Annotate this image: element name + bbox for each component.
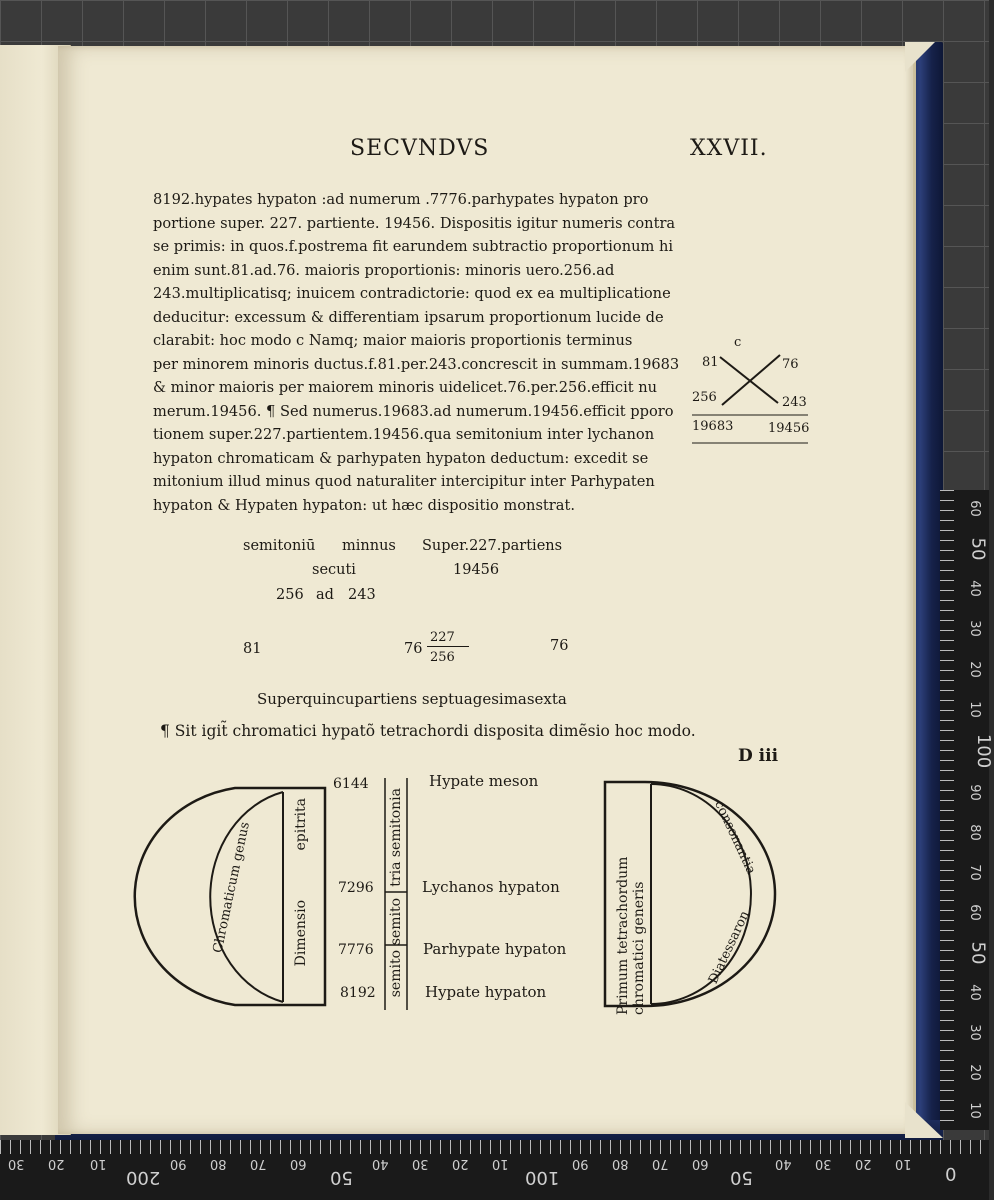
ruler-label: 20 [966, 661, 982, 678]
ruler-label: 60 [290, 1156, 307, 1171]
ruler-label: 60 [966, 904, 982, 921]
body-line: mitonium illud minus quod naturaliter intercipitur inter Parhypaten [153, 473, 655, 490]
body-line: enim sunt.81.ad.76. maioris proportionis: minoris uero.256.ad [153, 261, 615, 279]
ruler-label: 50 [330, 1167, 353, 1188]
horizontal-ruler [0, 1140, 989, 1200]
body-line: se primis: in quos.f.postrema fit earundem subtractio proportionum hi [153, 238, 674, 255]
schema-minnus: minnus [342, 538, 396, 554]
signature-mark: D iii [738, 746, 779, 766]
ruler-label: 40 [966, 580, 982, 597]
schema-fraction-denominator: 256 [430, 650, 455, 665]
schema-fraction-bar [427, 646, 469, 647]
label-semitonium-2: semito [388, 950, 404, 998]
xfig-top-left: 81 [702, 355, 719, 370]
ruler-label: 40 [966, 984, 982, 1001]
ruler-label: 60 [966, 500, 982, 517]
schema-81: 81 [243, 641, 262, 657]
xfig-product-left: 19683 [692, 419, 734, 434]
ruler-label: 60 [692, 1156, 709, 1171]
diagram-number-8192: 8192 [340, 985, 376, 1001]
label-diatessaron: Diatessaron [705, 908, 753, 987]
schema-76-right: 76 [550, 638, 569, 654]
tone-name-lychanos-hypaton: Lychanos hypaton [422, 878, 560, 896]
ruler-label: 70 [966, 864, 982, 881]
ruler-label: 80 [210, 1156, 227, 1171]
label-tria-semitonia: tria semitonia [388, 788, 404, 887]
schema-19456: 19456 [453, 562, 500, 578]
xfig-letter-c: c [734, 335, 742, 350]
tone-name-hypate-meson: Hypate meson [429, 772, 539, 790]
ruler-label: 30 [412, 1156, 429, 1171]
ruler-label: 90 [966, 784, 982, 801]
schema-243: 243 [348, 587, 376, 603]
ruler-label: 50 [967, 941, 989, 965]
ruler-label: 200 [126, 1167, 161, 1188]
body-paragraph [153, 188, 683, 517]
label-dimensio: Dimensio [293, 900, 309, 967]
folio-number: XXVII. [690, 136, 768, 161]
ruler-label: 20 [966, 1064, 982, 1081]
ruler-label: 0 [945, 1163, 957, 1184]
body-line: hypaton & Hypaten hypaton: ut hæc dispositio monstrat. [153, 496, 575, 514]
ruler-label: 100 [525, 1167, 560, 1188]
ruler-label: 30 [815, 1156, 832, 1171]
ruler-label: 70 [250, 1156, 267, 1171]
ruler-label: 80 [966, 824, 982, 841]
body-line: per minorem minoris ductus.f.81.per.243.concrescit in summam.19683 [153, 355, 680, 373]
ruler-label: 10 [90, 1156, 107, 1171]
xfig-top-right: 76 [782, 357, 799, 372]
xfig-bottom-right: 243 [782, 395, 807, 410]
diagram-number-7296: 7296 [338, 880, 374, 896]
ruler-label: 40 [372, 1156, 389, 1171]
vertical-ruler [940, 490, 994, 1130]
ruler-label: 70 [652, 1156, 669, 1171]
label-consonantia: consonantia [711, 798, 759, 877]
xfig-product-right: 19456 [768, 421, 810, 436]
label-epitrita: epitrita [293, 798, 309, 851]
body-line: tionem super.227.partientem.19456.qua semitonium inter lychanon [153, 426, 655, 443]
ruler-label: 30 [966, 1024, 982, 1041]
label-chromaticum-genus: Chromaticum genus [210, 820, 253, 955]
ruler-label: 10 [895, 1156, 912, 1171]
ruler-label: 90 [170, 1156, 187, 1171]
ruler-label: 10 [966, 701, 982, 718]
ruler-label: 40 [775, 1156, 792, 1171]
ruler-label: 10 [492, 1156, 509, 1171]
label-primum-tetrachordum: Primum tetrachordum chromatici generis [615, 856, 647, 1015]
body-line: 8192.hypates hypaton :ad numerum .7776.parhypates hypaton pro [153, 191, 649, 208]
body-line: portione super. 227. partiente. 19456. Dispositis igitur numeris contra [153, 214, 676, 232]
cross-multiplication-figure [690, 335, 820, 455]
body-line: 243.multiplicatisq; inuicem contradictorie: quod ex ea multiplicatione [153, 285, 671, 302]
tetrachord-diagram [175, 770, 795, 1015]
running-header-title: SECVNDVS [350, 136, 490, 161]
body-line: & minor maioris per maiorem minoris uidelicet.76.per.256.efficit nu [153, 379, 658, 396]
ruler-label: 20 [48, 1156, 65, 1171]
diagram-number-7776: 7776 [338, 942, 374, 958]
schema-fraction-numerator: 227 [430, 630, 455, 645]
tone-name-parhypate-hypaton: Parhypate hypaton [423, 940, 567, 958]
ruler-label: 50 [730, 1167, 753, 1188]
schema-super-partiens: Super.227.partiens [422, 538, 563, 554]
schema-256: 256 [276, 587, 304, 603]
diagram-number-6144: 6144 [333, 776, 369, 792]
schema-secuti: secuti [312, 562, 356, 578]
label-semitonium-1: semito [388, 898, 404, 946]
ruler-label: 100 [973, 733, 994, 769]
ruler-label: 50 [967, 537, 989, 561]
ruler-label: 30 [966, 620, 982, 637]
body-line: hypaton chromaticam & parhypaten hypaton deductum: excedit se [153, 449, 649, 467]
rubric-line: ¶ Sit igit̃ chromatici hypatõ tetrachordi disposita dimẽsio hoc modo. [160, 722, 696, 740]
ruler-label: 10 [966, 1102, 982, 1119]
tone-name-hypate-hypaton: Hypate hypaton [425, 983, 547, 1001]
body-line: merum.19456. ¶ Sed numerus.19683.ad numerum.19456.efficit pporo [153, 402, 674, 420]
ruler-label: 20 [855, 1156, 872, 1171]
ruler-label: 20 [452, 1156, 469, 1171]
xfig-bottom-left: 256 [692, 390, 717, 405]
ruler-label: 80 [612, 1156, 629, 1171]
schema-superquincupartiens: Superquincupartiens septuagesimasexta [257, 690, 567, 708]
schema-76-left: 76 [404, 641, 423, 657]
schema-ad: ad [316, 587, 334, 603]
body-line: deducitur: excessum & differentiam ipsarum proportionum lucide de [153, 308, 664, 326]
schema-semitonium: semitoniū [243, 538, 316, 554]
ruler-label: 30 [8, 1156, 25, 1171]
body-line: clarabit: hoc modo c Namq; maior maioris proportionis terminus [153, 332, 633, 349]
ruler-label: 90 [572, 1156, 589, 1171]
